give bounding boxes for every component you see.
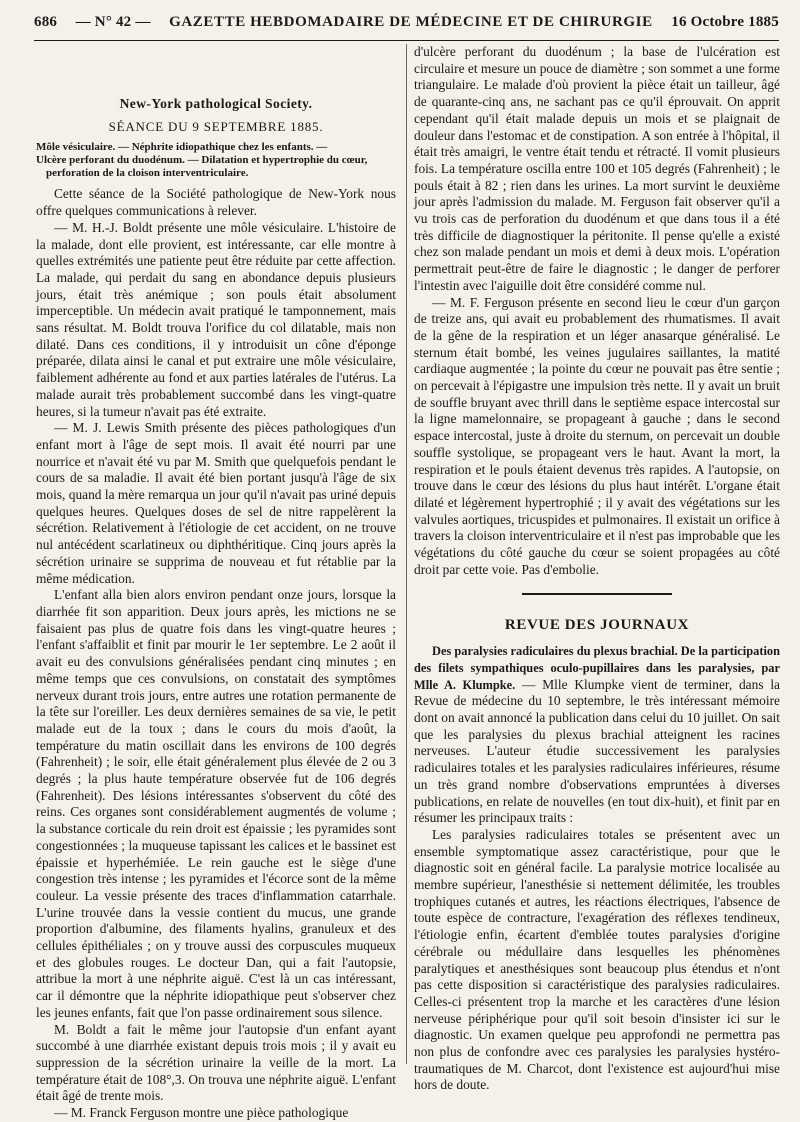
session-summary <box>36 141 396 180</box>
seance-date: SÉANCE DU 9 SEPTEMBRE 1885. <box>108 118 324 134</box>
article-author: par Mlle A. Klumpke. <box>414 660 780 692</box>
summary-line: Môle vésiculaire. — Néphrite idiopathique chez les enfants. — <box>36 141 328 154</box>
page-header <box>34 14 779 38</box>
summary-line: Ulcère perforant du duodénum. — Dilatation et hypertrophie du cœur, perforation de la cloison interventriculaire. <box>36 154 368 180</box>
intro-paragraph: Cette séance de la Société pathologique de New-York nous offre quelques communications à relever. <box>36 186 396 219</box>
right-column <box>414 44 780 1093</box>
issue-date: 16 Octobre 1885 <box>671 14 779 30</box>
ulcere-paragraph: d'ulcère perforant du duodénum ; la base de l'ulcération est circulaire et mesure un pouce de diamètre ; son sommet a une forme triangulaire. Le malade d'où provient la pièce était un tailleur, âgé de quarante-cinq ans, ne sachant pas ce qu'il éprouvait. On apprit cependant qu'il était malade depuis un mois et se plaignait de douleur dans l'estomac et de constipation. A son entrée à l'hôpital, il était très amaigri, le ventre était tendu et rétracté. Il vomit plusieurs fois. La température oscilla entre 100 et 105 degrés (Fahrenheit) ; le pouls était à 82 ; rien dans les urines. La mort survint le deuxième jour après l'admission du malade. M. Ferguson fait observer qu'il a vu trois cas de perforation du duodénum et que dans tous il a été très difficile de diagnostiquer la péritonite. Il pense qu'elle a existé chez son malade pendant un mois et demi à deux mois. L'opération permettrait peut-être de faire le diagnostic ; le danger de perforer l'intestin avec l'aiguille doit être considéré comme nul. <box>414 44 780 293</box>
society-title: New-York pathological Society. <box>119 96 313 111</box>
paralysies-totales-paragraph: Les paralysies radiculaires totales se présentent avec un ensemble symptomatique assez caractéristique, pour que le diagnostic soit en général facile. La paralysie motrice localisée au membre supérieur, l'anesthésie si nettement délimitée, les troubles trophiques cutanés et autres, les réactions électriques, l'absence de toute espèce de contracture, l'exagération des réflexes tendineux, l'étiologie enfin, écartent d'emblée toutes paralysies d'origine cérébrale ou médullaire dans lesquelles les phénomènes paralytiques et anesthésiques sont beaucoup plus étendus et n'ont pas cette disposition si caractéristique des paralysies radiculaires. Celles-ci présentent trop la marche et les caractères d'une lésion nerveuse périphérique pour qu'il soit besoin d'insister ici sur le diagnostic. Un examen quelque peu approfondi ne permettra pas non plus de confondre avec ces paralysies les paralysies hystéro-traumatiques de M. Charcot, dont l'existence est aujourd'hui mise hors de doute. <box>414 826 780 1093</box>
section-rule <box>522 593 672 595</box>
klumpke-paragraph <box>414 643 780 827</box>
header-rule <box>34 40 779 41</box>
enfant-paragraph: L'enfant alla bien alors environ pendant onze jours, lorsque la diarrhée fit son apparition. Deux jours après, les mictions ne se faisaient pas plus de quatre fois dans les vingt-quatre heures ; l'enfant s'affaiblit et finit par mourir le 1er septembre. Le 2 août il avait eu des convulsions généralisées pendant cinq minutes ; en même temps que ces convulsions, on constatait des symptômes nerveux durant trois jours, entre autres une rotation permanente de la tête sur l'oreiller. Les deux dernières semaines de sa vie, le petit malade eut de la toux ; dans le cours du mois d'août, la température du matin oscillait dans les environs de 100 degrés (Fahrenheit) ; le soir, elle était généralement plus élevée de 2 ou 3 degrés ; la plus haute température observée fut de 106 degrés (Fahrenheit). Des lésions intéressantes s'observent du côté des reins. Ces organes sont considérablement augmentés de volume ; la substance corticale du rein droit est épaissie ; les pyramides sont congestionnées ; la muqueuse tapissant les calices et le bassinet est épaissie et hyperhémiée. Le rein gauche est le siège d'une congestion très intense ; les pyramides et l'écorce sont de la même couleur. La vessie présente des traces d'inflammation catarrhale. L'urine trouvée dans la vessie contient du mucus, une grande proportion d'albumine, des filaments hyalins, granuleux et des cellules épithéliales ; on y trouve aussi des corpuscules muqueux et des globules rouges. Le docteur Dan, qui a fait l'autopsie, attribue la mort à une néphrite aiguë. C'est là un cas intéressant, car il démontre que la néphrite idiopathique peut s'observer chez les jeunes enfants, fait que l'on passe ordinairement sous silence. <box>36 587 396 1020</box>
left-column <box>36 44 396 1121</box>
ferguson-heart-paragraph: — M. F. Ferguson présente en second lieu le cœur d'un garçon de treize ans, qui avait eu probablement des rhumatismes. Il avait de la gêne de la respiration et un léger anasarque généralisé. Le sternum était bombé, les veines jugulaires saillantes, la matité cardiaque augmentée ; la pointe du cœur ne pouvait pas être sentie ; on percevait à l'épigastre une impulsion très nette. Il y avait un bruit de souffle bruyant avec thrill dans le septième espace intercostal sur la ligne mamelonnaire, se propageant à gauche ; dans le second espace intercostal, juste à droite du sternum, on percevait un double souffle systolique, se propageant vers le haut. Avant la mort, la respiration et le pouls étaient devenus très rapides. A l'autopsie, on trouve dans le cœur des lésions du plus haut intérêt. L'organe était dilaté et légèrement hypertrophié ; il y avait des végétations sur les valvules aortiques, tricuspides et pulmonaires. Il existait un orifice à travers la cloison interventriculaire et il n'est pas improbable que les végétations du côté gauche du cœur se soient propagées au côté droit par cette voie. Pas d'embolie. <box>414 294 780 577</box>
boldt-autopsy-paragraph: M. Boldt a fait le même jour l'autopsie d'un enfant ayant succombé à une diarrhée existant depuis trois mois ; il y avait eu suppression de la sécrétion urinaire la veille de la mort. La température était de 108°,3. On trouva une néphrite aiguë. L'enfant était âgé de trente mois. <box>36 1021 396 1104</box>
boldt-paragraph: — M. H.-J. Boldt présente une môle vésiculaire. L'histoire de la malade, dont elle provient, est intéressante, car elle montre à quelles extrémités une patiente peut être réduite par cette affection. La malade, qui perdait du sang en abondance depuis plusieurs jours, était très anémique ; son pouls était absolument imperceptible. Un médecin avait pratiqué le tamponnement, mais sans résultat. M. Boldt trouva l'orifice du col dilatable, mais non dilaté. Dans ces conditions, il y introduisit un cône d'éponge préparée, dilata ainsi le canal et put extraire une môle vésiculaire, faiblement adhérente au fond et aux parties latérales de l'utérus. La malade aurait très probablement succombé dans les vingt-quatre heures, si la tumeur n'avait pas été extraite. <box>36 219 396 419</box>
issue-number: — N° 42 — <box>75 14 151 30</box>
page-number: 686 <box>34 14 58 30</box>
column-divider <box>406 44 407 1064</box>
klumpke-text: — Mlle Klumpke vient de terminer, dans la Revue de médecine du 10 septembre, le très intéressant mémoire dont on avait annoncé la publication dans celui du 10 juillet. On sait que les paralysies du plexus brachial atteignent les racines nerveuses. L'auteur étudie successivement les paralysies radiculaires totales et les paralysies radiculaires inférieures, résume un très grand nombre d'observations empruntées à diverses publications, en relate de nouvelles (en tout dix-huit), et finit par en résumer les principaux traits : <box>414 676 780 826</box>
section-title: REVUE DES JOURNAUX <box>504 616 690 633</box>
smith-paragraph: — M. J. Lewis Smith présente des pièces pathologiques d'un enfant mort à l'âge de sept mois. Il avait été nourri par une nourrice et n'avait été vu par M. Smith que quelquefois pendant le cours de sa maladie. Il avait été bien portant jusqu'à l'âge de six mois, quand la mère remarqua un jour qu'il n'avait pas uriné depuis quelques heures. Quelques doses de sel de nitre rappelèrent la sécrétion. Relativement à l'étiologie de cet accident, on ne trouve nul antécédent scarlatineux ou diphthéritique. Cinq jours après la sécrétion urinaire se supprima de nouveau et fut rétablie par la même médication. <box>36 420 396 586</box>
article-title: Des paralysies radiculaires du plexus brachial. De la participation des filets sympathiques oculo-pupillaires dans les paralysies, <box>414 644 780 675</box>
journal-title: GAZETTE HEBDOMADAIRE DE MÉDECINE ET DE CHIRURGIE <box>169 14 653 30</box>
ferguson-intro-paragraph: — M. Franck Ferguson montre une pièce pathologique <box>54 1105 349 1121</box>
